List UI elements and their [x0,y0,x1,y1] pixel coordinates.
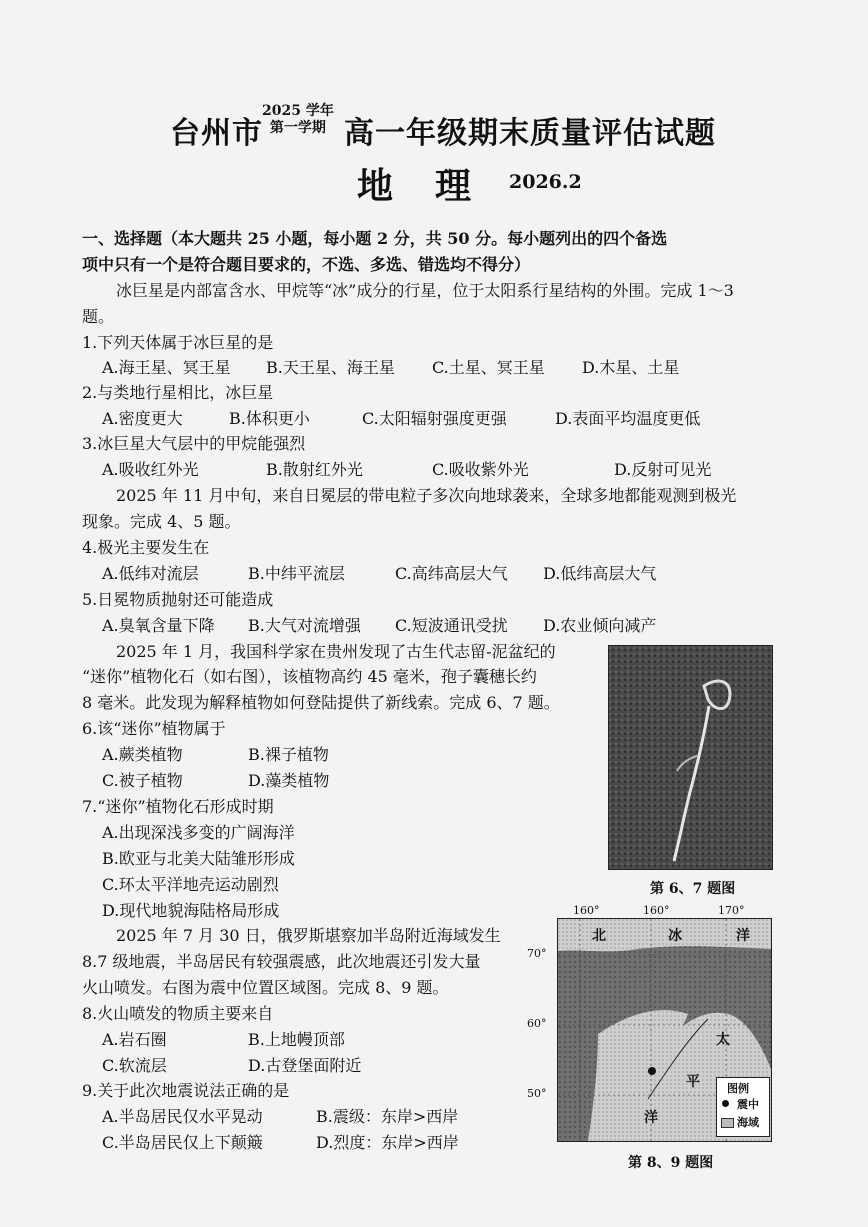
question-9-option-b: B.震级：东岸>西岸 [316,1107,459,1126]
question-4-option-b: B.中纬平流层 [248,564,345,583]
school-year: 2025 学年 [262,103,334,119]
question-1-option-a: A.海王星、冥王星 [102,358,231,377]
legend-epicenter: 震中 [737,1098,759,1111]
legend-title: 图例 [727,1082,749,1095]
passage-1-line-2: 题。 [82,307,115,326]
question-9-option-c: C.半岛居民仅上下颠簸 [102,1133,263,1152]
question-5-option-b: B.大气对流增强 [248,616,361,635]
question-7-option-d: D.现代地貌海陆格局形成 [102,901,280,920]
epicenter-legend-icon [722,1100,729,1107]
question-9-stem: 9.关于此次地震说法正确的是 [82,1081,290,1100]
question-3-option-b: B.散射红外光 [266,460,363,479]
section-heading: 一、选择题 [82,229,163,248]
question-4-option-c: C.高纬高层大气 [395,564,508,583]
question-8-option-b: B.上地幔顶部 [248,1030,345,1049]
question-1-option-d: D.木星、土星 [582,358,680,377]
exam-city: 台州市 [170,116,263,151]
epicenter-map [557,918,772,1142]
map-label-arctic-1: 北 [592,928,606,944]
map-label-arctic-3: 洋 [736,928,750,944]
question-4-option-d: D.低纬高层大气 [543,564,657,583]
question-4-option-a: A.低纬对流层 [102,564,199,583]
passage-2-line-1: 2025 年 11 月中旬，来自日冕层的带电粒子多次向地球袭来，全球多地都能观测到极光 [116,486,737,505]
exam-title: 高一年级期末质量评估试题 [344,116,716,151]
epicenter-marker-icon [648,1067,656,1075]
section-instructions: 一、选择题（本大题共 25 小题，每小题 2 分，共 50 分。每小题列出的四个备选 [82,229,668,248]
question-2-stem: 2.与类地行星相比，冰巨星 [82,383,274,402]
passage-3-line-1: 2025 年 1 月，我国科学家在贵州发现了古生代志留-泥盆纪的 [116,642,556,661]
question-3-option-d: D.反射可见光 [614,460,712,479]
question-5-option-a: A.臭氧含量下降 [102,616,215,635]
school-term [262,103,334,137]
passage-3-line-3: 8 毫米。此发现为解释植物如何登陆提供了新线索。完成 6、7 题。 [82,693,560,712]
map-label-arctic-2: 冰 [668,928,682,944]
section-instructions-2: 项中只有一个是符合题目要求的，不选、多选、错选均不得分） [82,255,531,274]
question-8-option-a: A.岩石圈 [102,1030,167,1049]
question-2-option-b: B.体积更小 [229,409,310,428]
map-lon-tick-3: 170° [718,904,745,917]
question-7-stem: 7.“迷你”植物化石形成时期 [82,797,274,816]
question-6-option-a: A.蕨类植物 [102,745,183,764]
map-lat-tick-1: 70° [527,947,547,960]
question-7-option-a: A.出现深浅多变的广阔海洋 [102,823,295,842]
passage-4-line-1: 2025 年 7 月 30 日，俄罗斯堪察加半岛附近海域发生 [116,926,501,945]
question-8-option-c: C.软流层 [102,1056,167,1075]
passage-1-line-1: 冰巨星是内部富含水、甲烷等“冰”成分的行星，位于太阳系行星结构的外围。完成 1～3 [116,281,734,300]
map-label-pacific-2: 平 [686,1074,700,1090]
question-5-option-d: D.农业倾向减产 [543,616,657,635]
map-lon-tick-2: 160° [643,904,670,917]
question-7-option-b: B.欧亚与北美大陆雏形形成 [102,849,295,868]
map-label-pacific-3: 洋 [644,1110,658,1126]
legend-sea: 海域 [737,1116,759,1129]
map-label-pacific-1: 太 [716,1032,730,1048]
map-lon-tick-1: 160° [573,904,600,917]
question-2-option-a: A.密度更大 [102,409,183,428]
question-8-option-d: D.古登堡面附近 [248,1056,362,1075]
fossil-image [609,646,772,869]
question-2-option-d: D.表面平均温度更低 [555,409,701,428]
figure-6-7-caption: 第 6、7 题图 [650,881,736,897]
question-8-stem: 8.火山喷发的物质主要来自 [82,1004,274,1023]
question-2-option-c: C.太阳辐射强度更强 [362,409,507,428]
passage-2-line-2: 现象。完成 4、5 题。 [82,512,241,531]
subject-title: 地理 [357,165,514,207]
figure-8-9-caption: 第 8、9 题图 [628,1155,714,1171]
fossil-photo [608,645,773,870]
question-4-stem: 4.极光主要发生在 [82,538,210,557]
question-3-stem: 3.冰巨星大气层中的甲烷能强烈 [82,434,306,453]
question-9-option-a: A.半岛居民仅水平晃动 [102,1107,263,1126]
question-1-option-b: B.天王星、海王星 [266,358,395,377]
map-lat-tick-3: 50° [527,1087,547,1100]
question-7-option-c: C.环太平洋地壳运动剧烈 [102,875,279,894]
question-6-option-b: B.裸子植物 [248,745,329,764]
passage-3-line-2: “迷你”植物化石（如右图），该植物高约 45 毫米，孢子囊穗长约 [82,667,537,686]
question-1-option-c: C.土星、冥王星 [432,358,545,377]
question-9-option-d: D.烈度：东岸>西岸 [316,1133,459,1152]
passage-4-line-2: 8.7 级地震，半岛居民有较强震感，此次地震还引发大量 [82,952,481,971]
question-6-option-d: D.藻类植物 [248,771,330,790]
question-5-stem: 5.日冕物质抛射还可能造成 [82,590,274,609]
semester: 第一学期 [269,120,326,136]
question-1-stem: 1.下列天体属于冰巨星的是 [82,333,274,352]
exam-date: 2026.2 [509,171,582,193]
question-5-option-c: C.短波通讯受扰 [395,616,508,635]
question-6-stem: 6.该“迷你”植物属于 [82,719,226,738]
map-legend [716,1077,770,1137]
passage-4-line-3: 火山喷发。右图为震中位置区域图。完成 8、9 题。 [82,978,449,997]
question-6-option-c: C.被子植物 [102,771,183,790]
sea-legend-icon [721,1118,734,1128]
question-3-option-c: C.吸收紫外光 [432,460,529,479]
map-lat-tick-2: 60° [527,1017,547,1030]
question-3-option-a: A.吸收红外光 [102,460,199,479]
